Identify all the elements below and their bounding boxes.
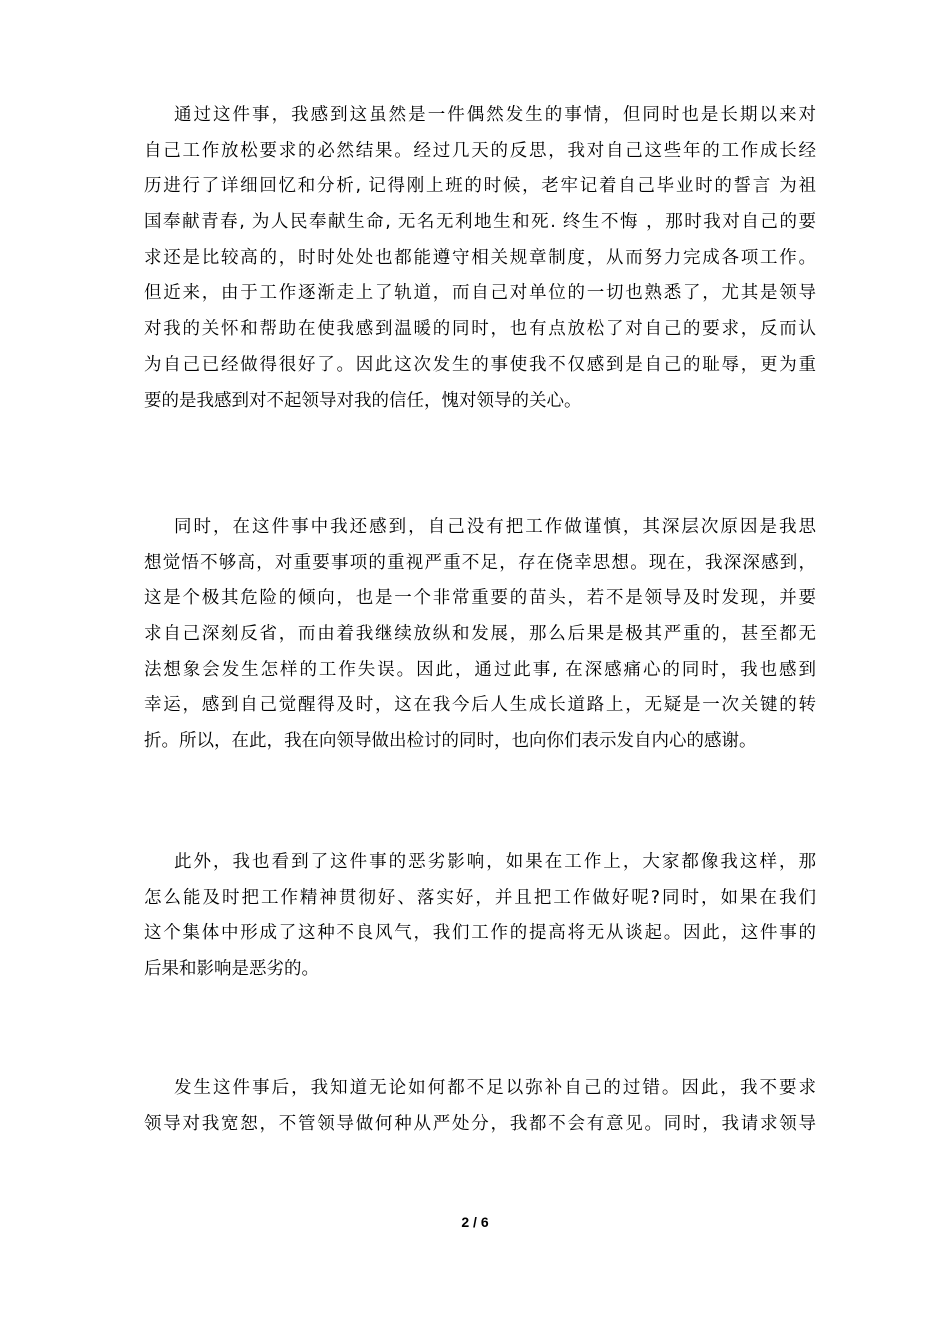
paragraph-3 xyxy=(144,845,816,988)
paragraph-line: 后果和影响是恶劣的。 xyxy=(144,959,319,980)
paragraph-line: 法想象会发生怎样的工作失误。因此，通过此事, 在深感痛心的同时，我也感到 xyxy=(144,659,816,680)
paragraph-line: 求自己深刻反省，而由着我继续放纵和发展，那么后果是极其严重的，甚至都无 xyxy=(144,624,816,645)
paragraph-line: 但近来，由于工作逐渐走上了轨道，而自己对单位的一切也熟悉了，尤其是领导 xyxy=(144,283,816,304)
paragraph-line: 通过这件事，我感到这虽然是一件偶然发生的事情，但同时也是长期以来对 xyxy=(174,105,816,125)
paragraph-line: 这个集体中形成了这种不良风气，我们工作的提高将无从谈起。因此，这件事的 xyxy=(144,923,816,944)
paragraph-4 xyxy=(144,1071,816,1142)
paragraph-line: 怎么能及时把工作精神贯彻好、落实好，并且把工作做好呢?同时，如果在我们 xyxy=(144,887,816,908)
paragraph-line: 发生这件事后，我知道无论如何都不足以弥补自己的过错。因此，我不要求 xyxy=(174,1078,816,1098)
paragraph-line: 同时，在这件事中我还感到，自己没有把工作做谨慎，其深层次原因是我思 xyxy=(174,517,816,537)
paragraph-line: 幸运，感到自己觉醒得及时，这在我今后人生成长道路上，无疑是一次关键的转 xyxy=(144,695,816,716)
paragraph-1 xyxy=(144,98,816,419)
paragraph-line: 历进行了详细回忆和分析, 记得刚上班的时候，老牢记着自己毕业时的誓言 为祖 xyxy=(144,176,816,197)
paragraph-line: 对我的关怀和帮助在使我感到温暖的同时，也有点放松了对自己的要求，反而认 xyxy=(144,319,816,340)
paragraph-line: 为自己已经做得很好了。因此这次发生的事使我不仅感到是自己的耻辱，更为重 xyxy=(144,354,816,375)
paragraph-line: 国奉献青春, 为人民奉献生命, 无名无利地生和死. 终生不悔 ，那时我对自己的要 xyxy=(144,212,816,233)
paragraph-line: 折。所以，在此，我在向领导做出检讨的同时，也向你们表示发自内心的感谢。 xyxy=(144,731,757,752)
paragraph-line: 想觉悟不够高，对重要事项的重视严重不足，存在侥幸思想。现在，我深深感到， xyxy=(144,552,816,573)
paragraph-line: 这是个极其危险的倾向，也是一个非常重要的苗头，若不是领导及时发现，并要 xyxy=(144,588,816,609)
paragraph-line: 自己工作放松要求的必然结果。经过几天的反思，我对自己这些年的工作成长经 xyxy=(144,140,816,161)
paragraph-line: 求还是比较高的，时时处处也都能遵守相关规章制度，从而努力完成各项工作。 xyxy=(144,247,816,268)
paragraph-line: 此外，我也看到了这件事的恶劣影响，如果在工作上，大家都像我这样，那 xyxy=(174,852,816,872)
paragraph-line: 要的是我感到对不起领导对我的信任，愧对领导的关心。 xyxy=(144,390,582,411)
paragraph-2 xyxy=(144,510,816,760)
paragraph-line: 领导对我宽恕，不管领导做何种从严处分，我都不会有意见。同时，我请求领导 xyxy=(144,1113,816,1134)
page-number: 2 / 6 xyxy=(461,1214,489,1230)
